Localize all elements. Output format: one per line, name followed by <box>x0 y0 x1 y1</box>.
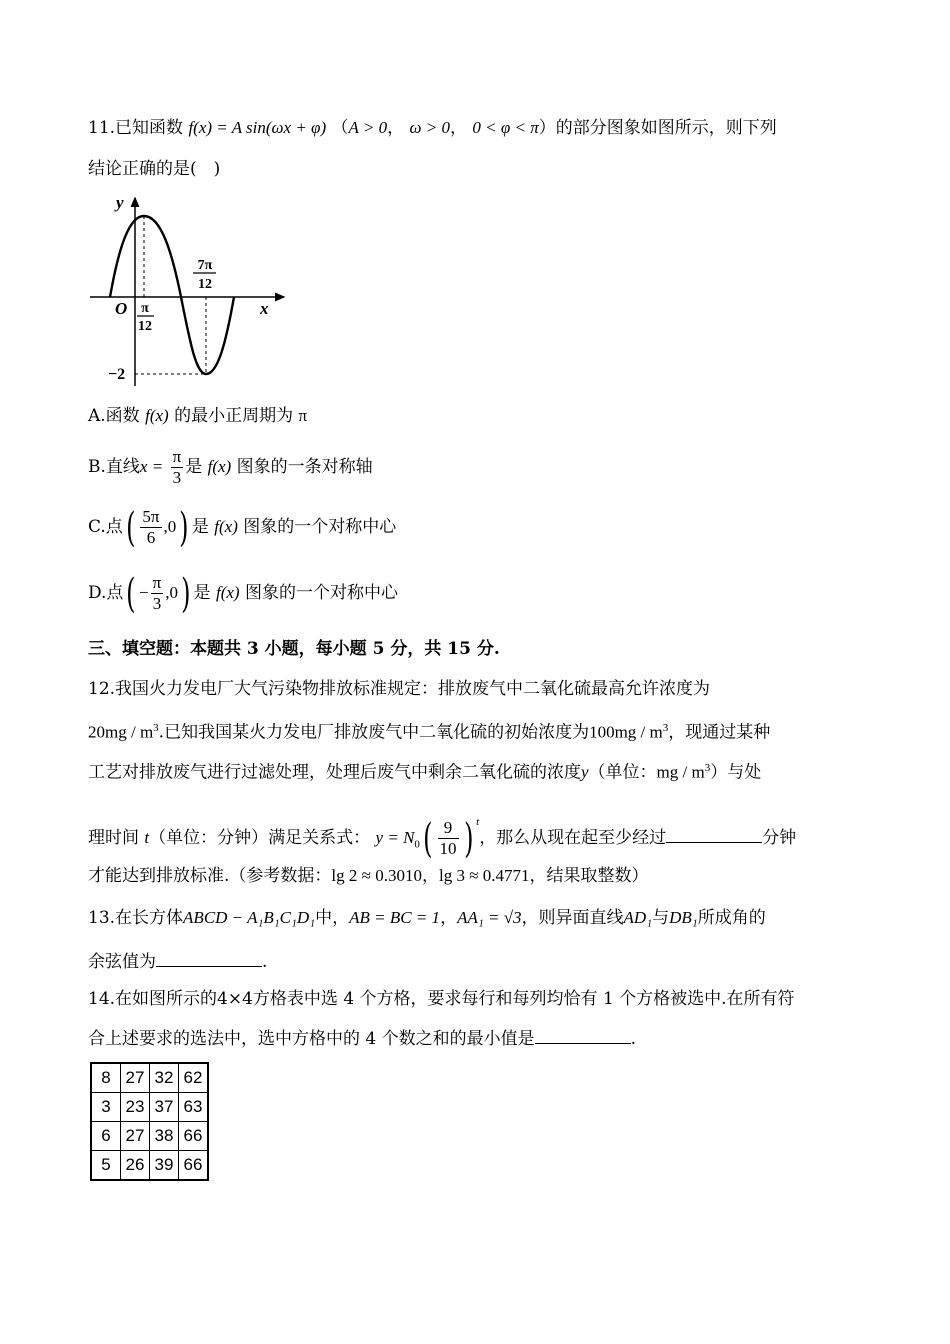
option-d: D.点( − $\frac{\pi}{3}$ ,0) 是 f(x) 图象的一个对称中心 <box>88 570 398 617</box>
grid-row <box>91 1122 208 1151</box>
number-grid <box>90 1062 209 1181</box>
q13-answer-blank[interactable] <box>156 948 262 967</box>
grid-row <box>91 1093 208 1122</box>
origin-label: O <box>115 299 128 318</box>
q11-stem-line1: 11.已知函数 f(x) = A sin(ωx + φ) （A > 0， ω > 0， 0 < φ < π）的部分图象如图所示，则下列 <box>88 118 777 138</box>
q14-line2: 合上述要求的选法中，选中方格中的 4 个数之和的最小值是 . <box>88 1025 636 1051</box>
option-a: A.函数 f(x) 的最小正周期为 π <box>88 406 308 426</box>
grid-cell: 39 <box>150 1151 179 1181</box>
grid-cell: 32 <box>150 1063 179 1093</box>
q14-line1: 14.在如图所示的4×4方格表中选 4 个方格，要求每行和每列均恰有 1 个方格被选中.在所有符 <box>88 989 795 1009</box>
option-d-fraction: $\frac{\pi}{3}$ <box>152 573 162 613</box>
option-c-fraction: $\frac{5\pi}{6}$ <box>142 507 160 547</box>
grid-cell: 6 <box>91 1122 121 1151</box>
min-value-label: −2 <box>108 366 126 383</box>
option-b: B.直线x = $\frac{\pi}{3}$ 是 f(x) 图象的一条对称轴 <box>88 447 373 487</box>
q12-line5: 才能达到排放标准.（参考数据：lg 2 ≈ 0.3010，lg 3 ≈ 0.4771，结果取整数） <box>88 866 649 886</box>
grid-cell: 27 <box>121 1063 150 1093</box>
section3-heading: 三、填空题：本题共 3 小题，每小题 5 分，共 15 分. <box>88 639 500 659</box>
y-axis-label: y <box>116 193 124 212</box>
grid-cell: 27 <box>121 1122 150 1151</box>
q11-cond-phi: 0 < φ < π <box>472 118 539 137</box>
q12-line1: 12.我国火力发电厂大气污染物排放标准规定：排放废气中二氧化硫最高允许浓度为 <box>88 679 711 699</box>
sine-graph <box>88 190 298 390</box>
grid-cell: 23 <box>121 1093 150 1122</box>
q13-line1: 13.在长方体ABCD − A₁B₁C₁D₁中，AB = BC = 1，AA₁ = √3，则异面直线AD₁与DB₁所成角的 <box>88 908 766 928</box>
tick2-denominator: 12 <box>198 277 212 292</box>
q11-cond-omega: ω > 0 <box>409 118 450 137</box>
tick1-numerator: π <box>141 301 149 316</box>
q14-answer-blank[interactable] <box>535 1025 631 1044</box>
grid-cell: 37 <box>150 1093 179 1122</box>
option-c: C.点( $\frac{5\pi}{6}$ ,0) 是 f(x) 图象的一个对称中心 <box>88 504 397 551</box>
grid-row <box>91 1063 208 1093</box>
grid-cell: 26 <box>121 1151 150 1181</box>
x-axis-label: x <box>260 299 269 318</box>
grid-cell: 38 <box>150 1122 179 1151</box>
q12-answer-blank[interactable] <box>666 824 762 843</box>
grid-cell: 8 <box>91 1063 121 1093</box>
sine-curve <box>110 216 234 374</box>
q11-cond-a: A > 0 <box>348 118 388 137</box>
q12-line4: 理时间 t（单位：分钟）满足关系式： $y = N_0$( $\frac{9}{10}$ ) $^t$，那么从现在起至少经过 分钟 <box>88 815 797 862</box>
grid-cell: 66 <box>179 1122 209 1151</box>
q13-line2: 余弦值为 . <box>88 948 267 974</box>
q12-line2: $20mg / m^3$.已知我国某火力发电厂排放废气中二氧化硫的初始浓度为$100mg / m^3$，现通过某种 <box>88 722 771 743</box>
q12-fraction: $\frac{9}{10}$ <box>439 818 457 858</box>
grid-cell: 62 <box>179 1063 209 1093</box>
q11-function: f(x) = A sin(ωx + φ) <box>188 118 327 137</box>
option-b-fraction: $\frac{\pi}{3}$ <box>172 447 182 487</box>
grid-cell: 3 <box>91 1093 121 1122</box>
grid-row <box>91 1151 208 1181</box>
q12-line3: 工艺对排放废气进行过滤处理，处理后废气中剩余二氧化硫的浓度y（单位：mg / $m^3$）与处 <box>88 762 762 783</box>
grid-cell: 66 <box>179 1151 209 1181</box>
tick1-denominator: 12 <box>138 319 152 334</box>
grid-cell: 5 <box>91 1151 121 1181</box>
tick2-numerator: 7π <box>197 258 213 273</box>
q11-stem-line2: 结论正确的是( ) <box>88 159 221 179</box>
grid-cell: 63 <box>179 1093 209 1122</box>
